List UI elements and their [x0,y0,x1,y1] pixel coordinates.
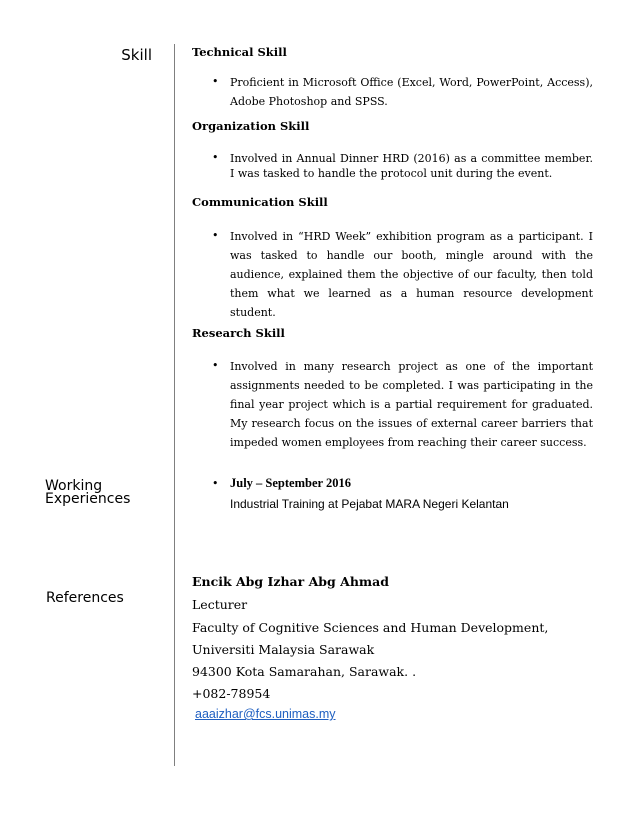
work-description: Industrial Training at Pejabat MARA Negeri Kelantan [230,497,509,511]
reference-faculty: Faculty of Cognitive Sciences and Human Development, [192,620,549,635]
organization-skill-text: Involved in Annual Dinner HRD (2016) as a committee member. I was tasked to handle the protocol unit during the event. [230,152,593,180]
communication-skill-heading: Communication Skill [192,195,328,209]
technical-skill-text: Proficient in Microsoft Office (Excel, Word, PowerPoint, Access), Adobe Photoshop and SPSS. [230,76,593,108]
reference-university: Universiti Malaysia Sarawak [192,642,375,657]
work-date: July – September 2016 [230,476,351,490]
section-divider-line [174,44,175,766]
section-label-working-experiences [45,480,130,506]
section-label-working-line1: Working [45,478,103,494]
section-label-working-line2: Experiences [45,491,131,507]
reference-email-link[interactable]: aaaizhar@fcs.unimas.my [195,707,336,721]
bullet-icon: • [212,75,219,88]
bullet-icon: • [212,359,219,372]
bullet-icon: • [212,229,219,242]
technical-skill-heading: Technical Skill [192,45,287,59]
bullet-icon: • [212,477,219,490]
organization-skill-heading: Organization Skill [192,119,310,133]
research-skill-text: Involved in many research project as one of the important assignments needed to be completed. I was participating in the final year project which is a partial requirement for graduated. My research focus on the issues of external career barriers that impeded women employees from reaching their career success. [230,360,593,449]
section-label-references: References [46,590,124,606]
section-label-skill: Skill [121,46,152,64]
reference-address: 94300 Kota Samarahan, Sarawak. . [192,664,417,679]
bullet-icon: • [212,151,219,164]
reference-phone: +082-78954 [192,686,271,701]
communication-skill-text: Involved in “HRD Week” exhibition program as a participant. I was tasked to handle our booth, mingle around with the audience, explained them the objective of our faculty, then told them what we learned as a human resource development student. [230,230,593,319]
research-skill-heading: Research Skill [192,326,285,340]
reference-name: Encik Abg Izhar Abg Ahmad [192,574,389,589]
reference-title: Lecturer [192,597,248,612]
